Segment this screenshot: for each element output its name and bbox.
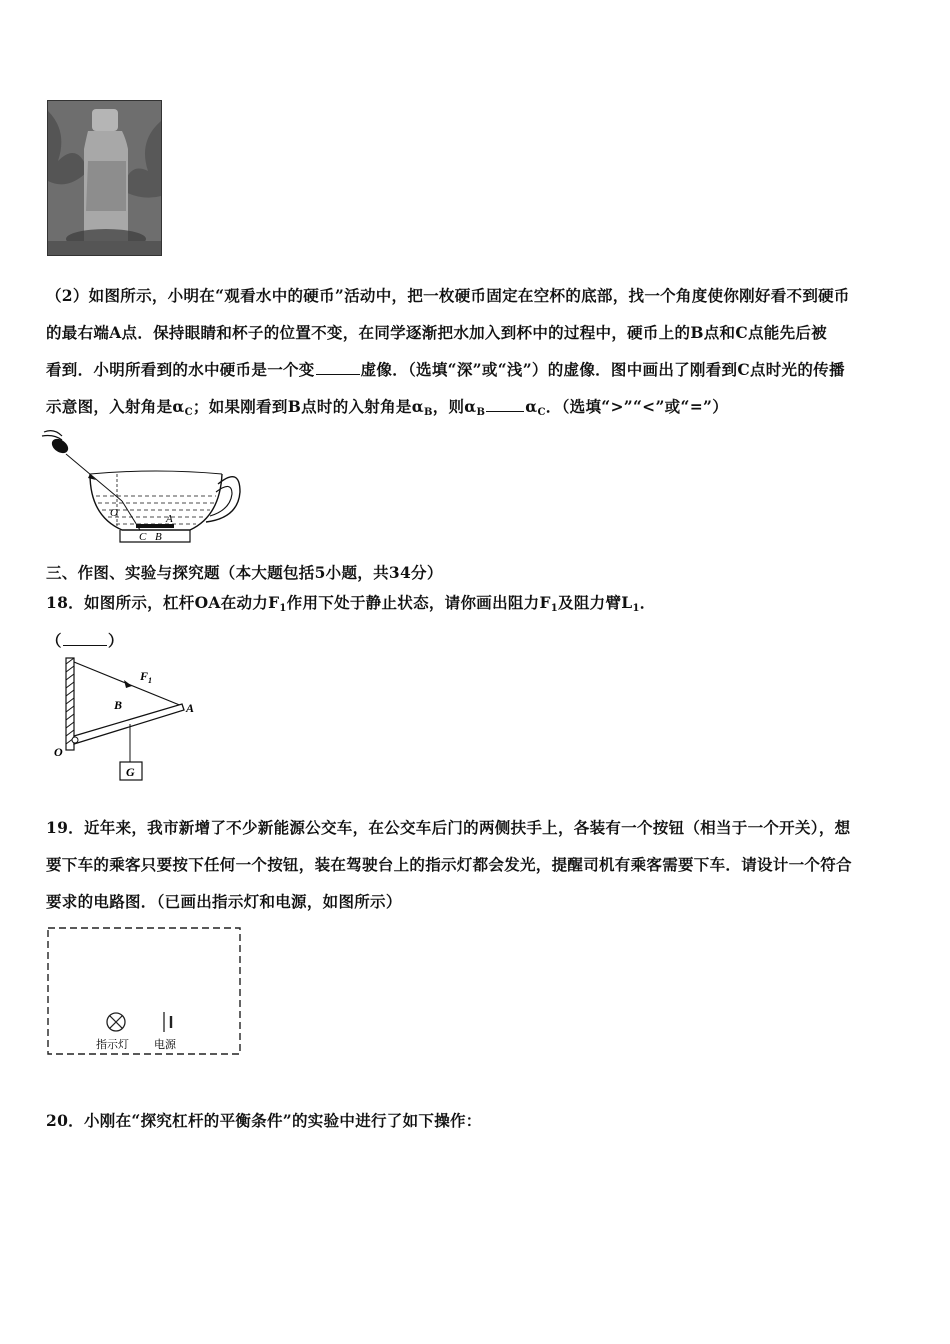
q20-line: 20．小刚在“探究杠杆的平衡条件”的实验中进行了如下操作：: [46, 1111, 482, 1130]
answer-close-paren: ）: [107, 631, 124, 650]
q17-line-2: 的最右端A点．保持眼睛和杯子的位置不变，在同学逐渐把水加入到杯中的过程中，硬币上的B点和C点能先后被: [46, 323, 827, 342]
answer-open-paren: （: [46, 631, 62, 650]
subscript-c2: C: [537, 407, 546, 418]
q18-text-c: 及阻力臂L: [558, 593, 633, 612]
answer-blank-compare[interactable]: [486, 397, 524, 412]
label-o: O: [54, 745, 63, 759]
subscript-b2: B: [476, 407, 486, 418]
q19: [46, 809, 906, 920]
q18-answer-line: [46, 625, 906, 657]
q18-answer-blank[interactable]: [63, 631, 107, 646]
label-b: B: [155, 531, 162, 543]
q17-line-3b: 虚像．（选填“深”或“浅”）的虚像．图中画出了刚看到C点时光的传播: [360, 360, 845, 379]
cup-figure: [40, 426, 250, 552]
label-b: B: [114, 698, 123, 712]
source-label: 电源: [154, 1038, 176, 1051]
label-o: O: [110, 507, 118, 519]
label-a: A: [166, 513, 173, 525]
q18-line-1: [46, 587, 906, 625]
q17-line-4: [46, 388, 906, 431]
section-3-title: 三、作图、实验与探究题（本大题包括5小题，共34分）: [46, 563, 443, 582]
q18-sub-3: 1: [632, 603, 640, 614]
lamp-label: 指示灯: [96, 1038, 129, 1051]
q18-sub-2: 1: [550, 603, 559, 614]
q18-text-a: 18．如图所示，杠杆OA在动力F: [46, 593, 280, 612]
q19-line-2: 要下车的乘客只要按下任何一个按钮，装在驾驶台上的指示灯都会发光，提醒司机有乘客需要下车．请设计一个符合: [46, 855, 852, 874]
q17-line-4b: ；如果刚看到B点时的入射角是α: [192, 397, 424, 416]
q17-line-4c: ，则α: [432, 397, 477, 416]
q17-line-4a: 示意图，入射角是α: [46, 397, 185, 416]
subscript-b: B: [423, 407, 433, 418]
lever-figure: [44, 656, 214, 786]
q18-text-d: ．: [639, 593, 656, 612]
subscript-c: C: [184, 407, 193, 418]
q19-line-1: 19．近年来，我市新增了不少新能源公交车，在公交车后门的两侧扶手上，各装有一个按钮（相当于一个开关），想: [46, 818, 851, 837]
q19-line-3: 要求的电路图．（已画出指示灯和电源，如图所示）: [46, 892, 402, 911]
label-f: $F_1$: [140, 669, 153, 685]
q18: [46, 587, 906, 657]
q17-line-1: （2）如图所示，小明在“观看水中的硬币”活动中，把一枚硬币固定在空杯的底部，找一个角度使你刚好看不到硬币: [46, 286, 850, 305]
eye-icon: [42, 431, 71, 456]
q17-line-4e: ．（选填“>”“<”或“=”）: [545, 397, 729, 416]
label-a: A: [186, 701, 195, 715]
q18-sub-1: 1: [279, 603, 287, 614]
section-3-heading: [46, 557, 906, 589]
q17-line-3a: 看到．小明所看到的水中硬币是一个变: [46, 360, 315, 379]
bottle-photo: [47, 100, 162, 256]
label-g: G: [126, 765, 135, 779]
label-c: C: [139, 531, 147, 543]
q17-part2: [46, 277, 906, 431]
battery-icon: [164, 1012, 171, 1032]
lamp-icon: [107, 1013, 125, 1031]
q17-line-3: [46, 351, 906, 388]
q17-line-4d: α: [525, 397, 538, 416]
circuit-box: [44, 924, 244, 1058]
answer-blank-deep-shallow[interactable]: [316, 360, 360, 375]
q18-text-b: 作用下处于静止状态，请你画出阻力F: [286, 593, 551, 612]
q20: [46, 1102, 906, 1139]
